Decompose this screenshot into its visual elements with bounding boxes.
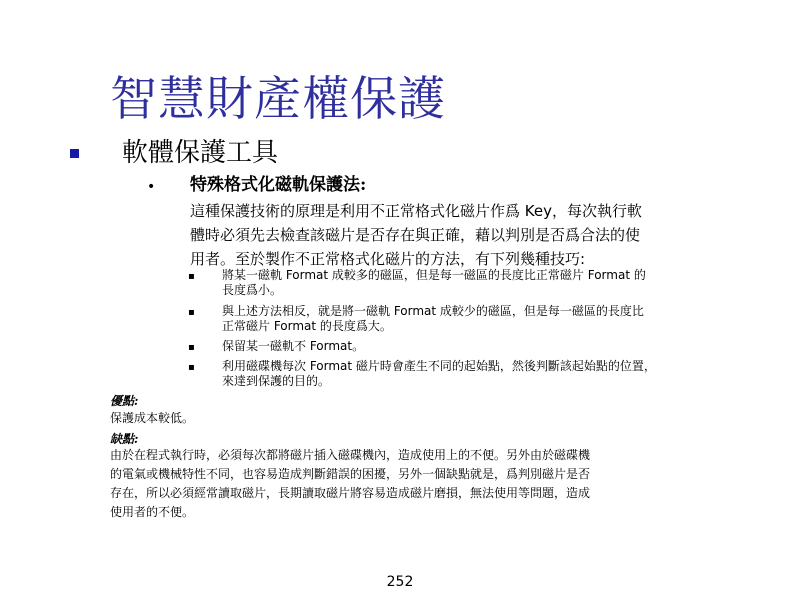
level2-body-line: 體時必須先去檢查該磁片是否存在與正確，藉以判別是否爲合法的使	[190, 226, 641, 244]
level3-line: 長度爲小。	[222, 283, 283, 297]
level3-line: 利用磁碟機每次 Format 磁片時會產生不同的起始點，然後判斷該起始點的位置，	[222, 359, 656, 373]
page-number: 252	[386, 574, 414, 590]
level3-item	[188, 339, 748, 354]
level3-line: 正常磁片 Format 的長度爲大。	[222, 319, 392, 333]
disadvantage-line: 使用者的不便。	[110, 505, 195, 519]
disadvantage-label: 缺點:	[110, 432, 139, 446]
level3-line: 將某一磁軌 Format 成較多的磁區，但是每一磁區的長度比正常磁片 Format 的	[222, 268, 646, 282]
level3-item	[188, 268, 748, 298]
level3-item	[188, 304, 748, 334]
level3-bullet: ▪	[188, 362, 195, 373]
level3-item	[188, 359, 748, 389]
slide-title: 智慧財產權保護	[110, 72, 446, 127]
level3-bullet: ▪	[188, 307, 195, 318]
disadvantage-text	[110, 446, 590, 522]
level2-body	[190, 199, 750, 271]
level3-bullet: ▪	[188, 342, 195, 353]
level1-bullet-square	[70, 149, 79, 158]
disadvantage-line: 存在，所以必須經常讀取磁片，長期讀取磁片將容易造成磁片磨損，無法使用等問題，造成	[110, 486, 591, 500]
level2-bullet: •	[147, 179, 156, 195]
disadvantage-line: 的電氣或機械特性不同，也容易造成判斷錯誤的困擾，另外一個缺點就是，爲判別磁片是否	[110, 467, 591, 481]
level2-body-line: 這種保護技術的原理是利用不正常格式化磁片作爲 Key，每次執行軟	[190, 202, 642, 220]
level3-line: 來達到保護的目的。	[222, 374, 331, 388]
level3-line: 與上述方法相反，就是將一磁軌 Format 成較少的磁區，但是每一磁區的長度比	[222, 304, 644, 318]
advantage-text: 保護成本較低。	[110, 411, 195, 425]
level2-body-line: 用者。至於製作不正常格式化磁片的方法，有下列幾種技巧:	[190, 250, 586, 268]
disadvantage-line: 由於在程式執行時，必須每次都將磁片插入磁碟機內，造成使用上的不便。另外由於磁碟機	[110, 448, 591, 462]
level2-heading: 特殊格式化磁軌保護法:	[190, 175, 367, 195]
advantage-label: 優點:	[110, 394, 139, 408]
level3-bullet: ▪	[188, 271, 195, 282]
level1-text: 軟體保護工具	[122, 138, 279, 168]
level3-line: 保留某一磁軌不 Format。	[222, 339, 365, 353]
